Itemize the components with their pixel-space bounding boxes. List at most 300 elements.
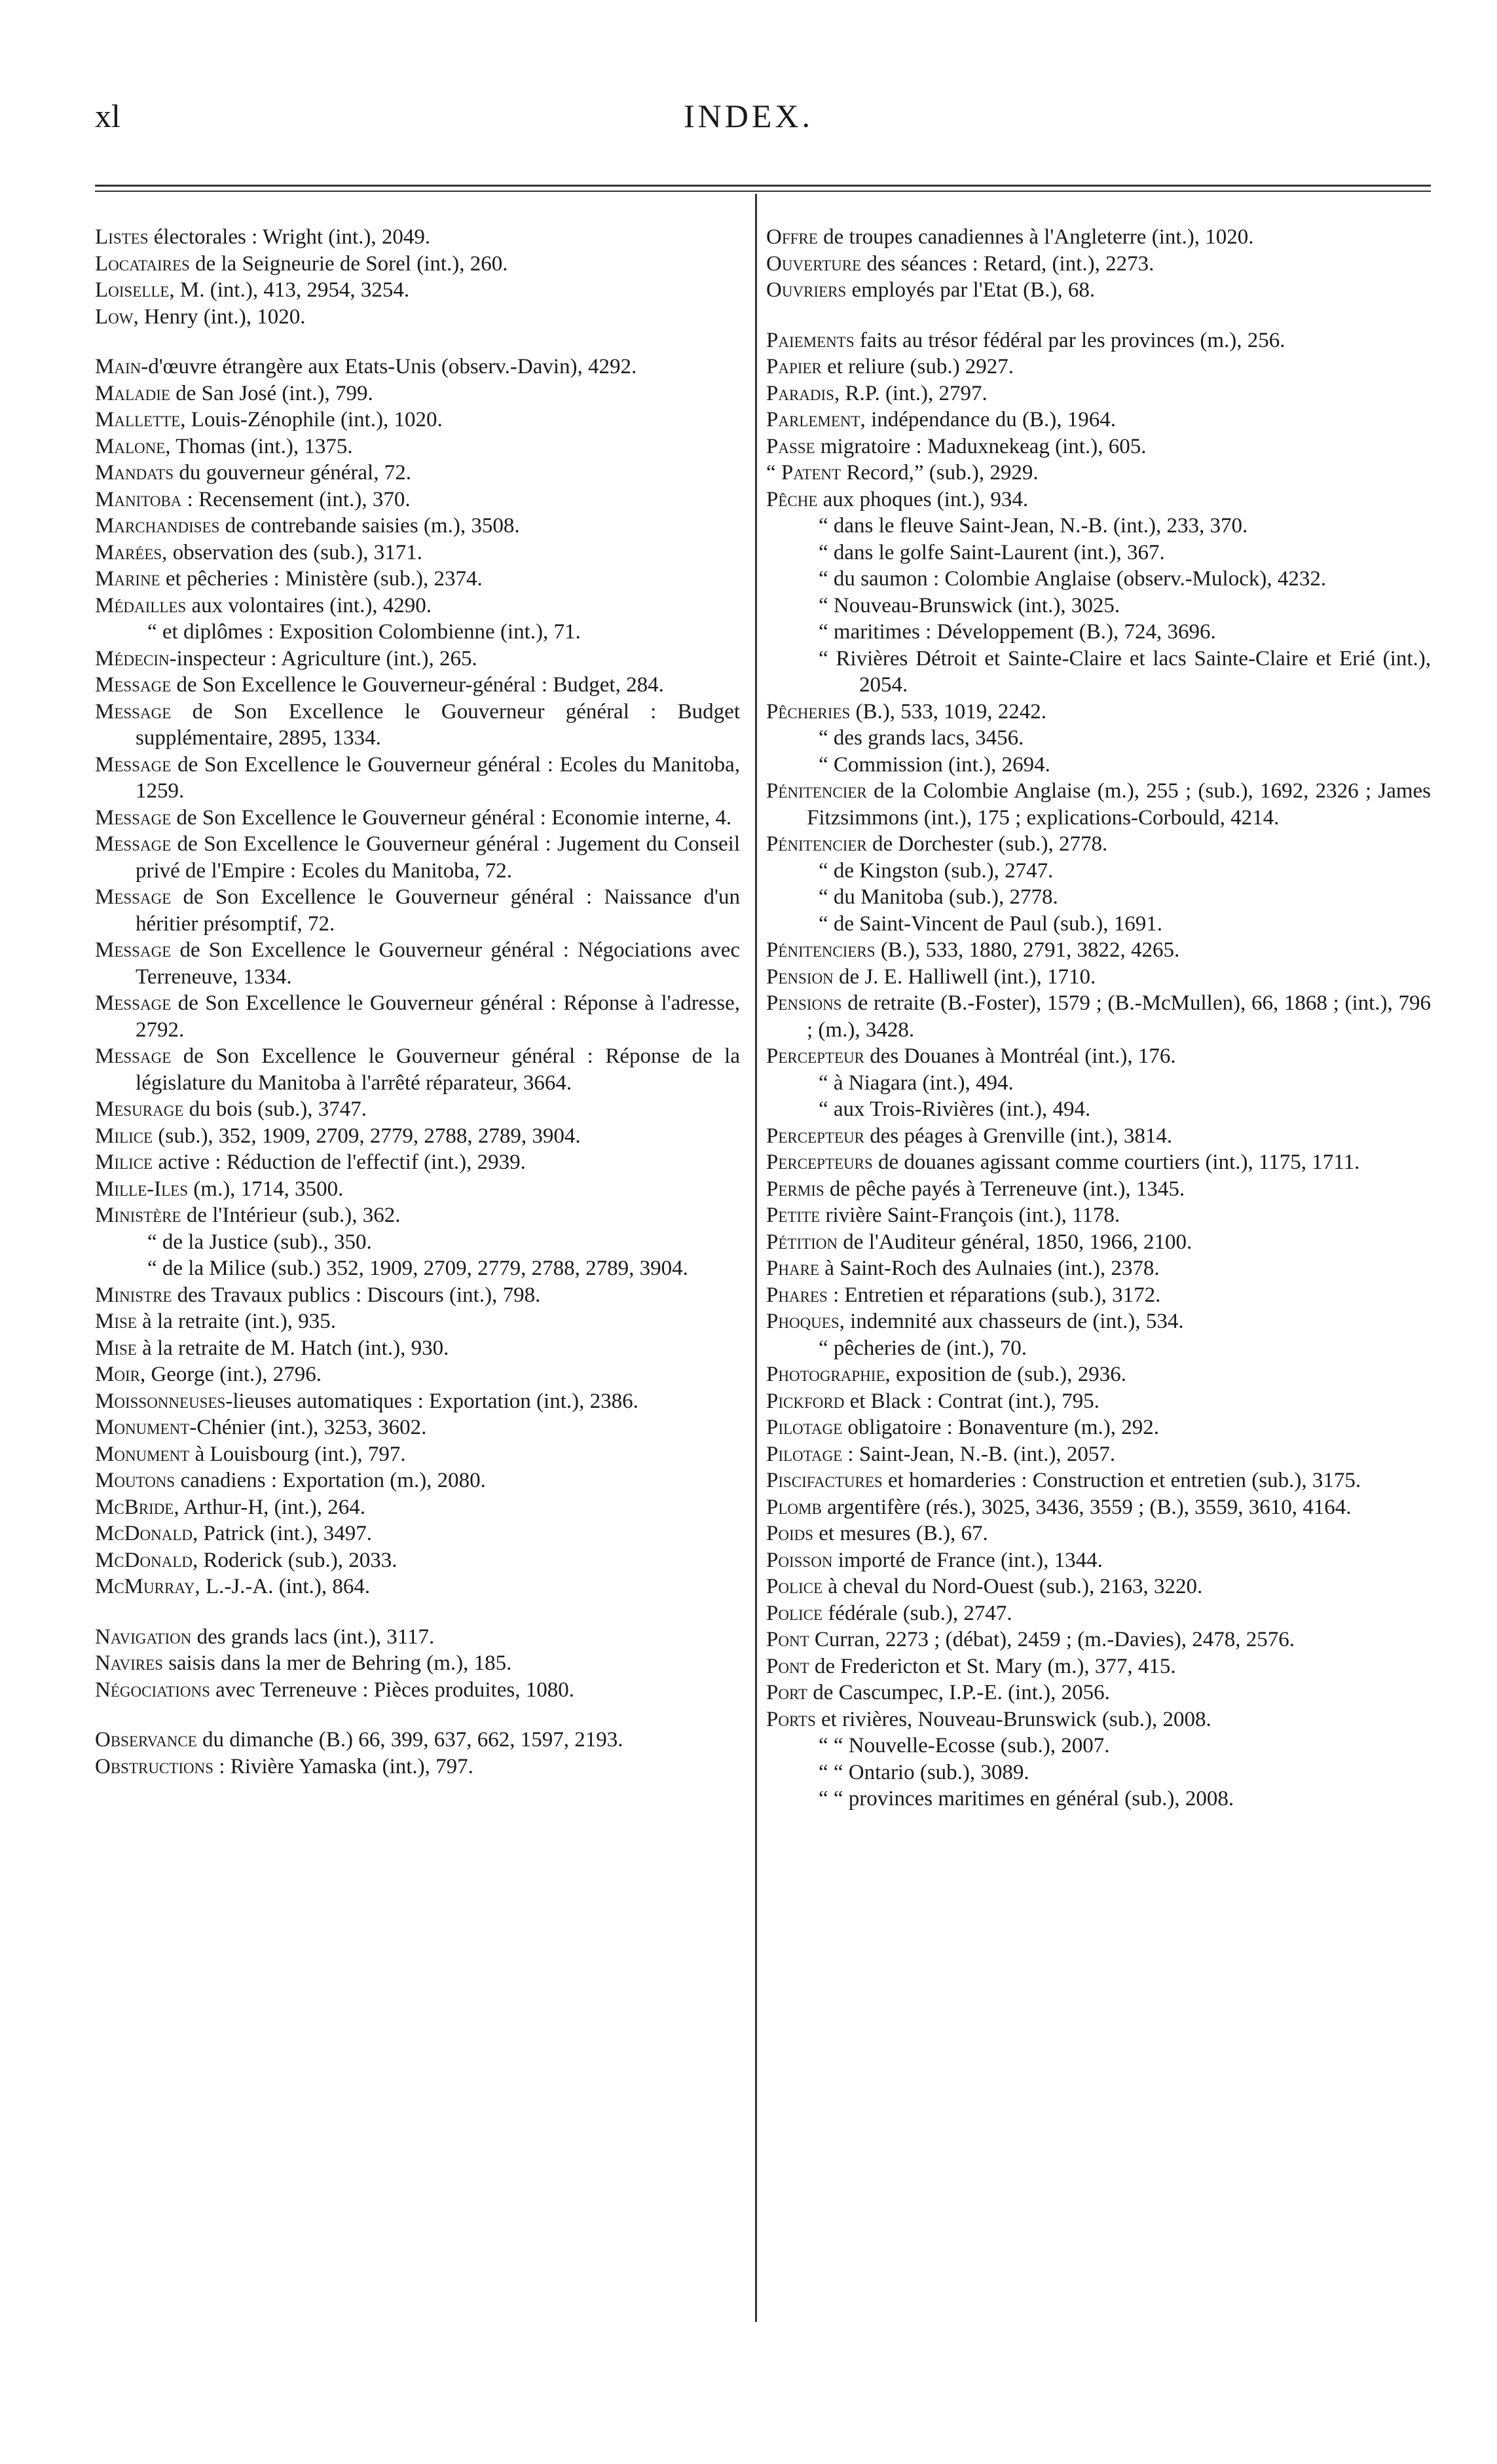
entry-headword: Message [95,832,172,856]
entry-text: (B.), 533, 1019, 2242. [850,699,1046,724]
entry-text: Record,” (sub.), 2929. [841,461,1039,485]
entry-text: et rivières, Nouveau-Brunswick (sub.), 2008. [815,1707,1211,1731]
index-entry [95,1308,740,1335]
entry-text: “ des grands lacs, 3456. [819,726,1024,750]
entry-text: de Son Excellence le Gouverneur-général : Budget, 284. [171,673,664,697]
entry-headword: Message [95,673,172,697]
entry-headword: Offre [766,225,818,249]
entry-headword: Pont [766,1654,809,1678]
entry-text: “ dans le fleuve Saint-Jean, N.-B. (int.), 233, 370. [819,514,1248,538]
index-entry [95,1388,740,1415]
index-entry [95,1573,740,1600]
index-entry [766,1282,1431,1309]
index-entry [95,1176,740,1203]
entry-text: du bois (sub.), 3747. [183,1097,367,1121]
index-entry [766,566,1431,593]
entry-text: à Saint-Roch des Aulnaies (int.), 2378. [819,1257,1160,1280]
page-title: INDEX. [683,98,814,134]
entry-text: (B.), 533, 1880, 2791, 3822, 4265. [875,938,1180,962]
entry-headword: Pont [766,1628,809,1651]
index-entry [95,593,740,619]
index-entry [766,1123,1431,1150]
entry-headword: Marées, [95,540,168,564]
index-entry [95,990,740,1043]
entry-text: de Son Excellence le Gouverneur général : Ecoles du Manitoba, 1259. [136,752,740,803]
index-entry [95,1123,740,1150]
entry-text: de la Colombie Anglaise (m.), 255 ; (sub.), 1692, 2326 ; James Fitzsimmons (int.), 175 ; explications-Corbould, 4214. [807,779,1431,830]
index-entry [766,1388,1431,1415]
entry-text: de J. E. Halliwell (int.), 1710. [833,965,1096,989]
entry-headword: Petite [766,1204,821,1227]
entry-headword: McMurray, [95,1575,200,1598]
entry-headword: Listes [95,225,149,249]
index-entry [766,646,1431,699]
entry-headword: Navigation [95,1625,192,1649]
entry-text: active : Réduction de l'effectif (int.), 2939. [153,1150,526,1174]
index-entry [766,990,1431,1043]
entry-text: “ de Kingston (sub.), 2747. [819,858,1054,883]
entry-text: et mesures (B.), 67. [813,1522,988,1545]
entry-headword: Plomb [766,1495,822,1519]
entry-headword: McDonald, [95,1522,198,1545]
entry-text: et pêcheries : Ministère (sub.), 2374. [160,567,483,591]
index-entry [95,460,740,487]
entry-headword: Maladie [95,381,170,405]
entry-text: : Entretien et réparations (sub.), 3172. [827,1283,1161,1307]
index-entry [766,1600,1431,1627]
index-entry [95,354,740,380]
index-entry [766,1361,1431,1388]
entry-headword: Malone, [95,434,171,458]
entry-text: et Black : Contrat (int.), 795. [844,1389,1100,1413]
index-entry [766,277,1431,304]
entry-headword: Moissonneuses [95,1389,226,1413]
entry-headword: Phares [766,1283,828,1307]
index-entry [95,380,740,407]
entry-text: de Dorchester (sub.), 2778. [866,832,1108,856]
index-entry [766,1680,1431,1706]
index-entry [95,1624,740,1651]
index-entry [95,277,740,304]
entry-headword: Négociations [95,1678,210,1702]
index-entry [766,858,1431,885]
index-entry [766,1573,1431,1600]
index-entry [95,1441,740,1468]
index-entry [766,380,1431,407]
index-entry [95,540,740,566]
entry-text: avec Terreneuve : Pièces produites, 1080. [210,1678,574,1702]
entry-text: des séances : Retard, (int.), 2273. [861,251,1155,276]
entry-headword: Paiements [766,328,855,352]
entry-text: migratoire : Maduxnekeag (int.), 605. [815,434,1147,458]
entry-text: Roderick (sub.), 2033. [198,1548,397,1572]
entry-text: “ “ Ontario (sub.), 3089. [819,1760,1029,1784]
entry-headword: Locataires [95,251,190,276]
index-entry [766,1308,1431,1335]
index-entry [766,1096,1431,1123]
entry-text: “ maritimes : Développement (B.), 724, 3696. [819,620,1216,644]
entry-headword: Permis [766,1177,824,1201]
index-entry [95,1650,740,1677]
entry-text: de Fredericton et St. Mary (m.), 377, 415. [809,1654,1176,1678]
entry-headword: Percepteur [766,1044,864,1068]
entry-text: “ “ provinces maritimes en général (sub.), 2008. [819,1787,1234,1811]
entry-text: “ du Manitoba (sub.), 2778. [819,885,1058,909]
index-entry [766,964,1431,991]
index-entry [766,513,1431,540]
index-entry [95,1547,740,1574]
header-rule [95,185,1431,187]
entry-text: observation des (sub.), 3171. [167,540,422,564]
entry-text: -Chénier (int.), 3253, 3602. [189,1416,427,1439]
entry-text: de l'Auditeur général, 1850, 1966, 2100. [838,1230,1192,1254]
entry-headword: Pénitencier [766,779,867,803]
index-entry [766,752,1431,779]
entry-headword: Marchandises [95,514,220,538]
entry-headword: Mise [95,1336,137,1360]
entry-headword: Pêcheries [766,699,851,724]
entry-text: “ Commission (int.), 2694. [819,752,1050,777]
index-entry [95,1494,740,1521]
entry-text: électorales : Wright (int.), 2049. [148,225,431,249]
entry-headword: Piscifactures [766,1469,883,1492]
entry-headword: Pétition [766,1230,838,1254]
entry-text: : Recensement (int.), 370. [181,487,411,511]
entry-text: du gouverneur général, 72. [174,461,411,485]
entry-text: de Son Excellence le Gouverneur général : Economie interne, 4. [171,805,732,830]
index-entry [766,1149,1431,1176]
entry-headword: Pilotage [766,1442,843,1466]
entry-headword: Manitoba [95,487,182,511]
right-column [766,224,1431,1812]
entry-headword: Percepteur [766,1124,864,1148]
entry-headword: Marine [95,567,160,591]
entry-text: de Cascumpec, I.P.-E. (int.), 2056. [807,1681,1110,1704]
entry-headword: Navires [95,1651,163,1675]
entry-text: “ pêcheries de (int.), 70. [819,1336,1027,1360]
entry-headword: Message [95,1044,172,1068]
entry-headword: Parlement, [766,408,866,432]
entry-text: employés par l'Etat (B.), 68. [846,278,1096,302]
index-entry [95,619,740,646]
entry-headword: Paradis, [766,381,840,405]
entry-text: de contrebande saisies (m.), 3508. [219,514,520,538]
index-entry [766,725,1431,752]
entry-text: : Saint-Jean, N.-B. (int.), 2057. [842,1442,1116,1466]
entry-text: -d'œuvre étrangère aux Etats-Unis (observ.-Davin), 4292. [141,355,637,378]
entry-text: -lieuses automatiques : Exportation (int.), 2386. [225,1389,638,1413]
index-entry [95,1335,740,1362]
index-entry [95,1467,740,1494]
index-entry [766,1335,1431,1362]
entry-text: rivière Saint-François (int.), 1178. [820,1204,1120,1227]
entry-headword: Message [95,699,172,724]
index-entry [95,1229,740,1256]
index-entry [95,831,740,884]
entry-headword: Message [95,805,172,830]
page-number: xl [95,98,120,134]
index-entry [95,1520,740,1547]
index-entry [95,251,740,278]
entry-headword: Pénitenciers [766,938,876,962]
entry-headword: Moutons [95,1469,176,1492]
entry-text: aux phoques (int.), 934. [817,487,1029,511]
index-entry [766,937,1431,964]
entry-text: “ de la Milice (sub.) 352, 1909, 2709, 2779, 2788, 2789, 3904. [147,1257,688,1280]
entry-text: Henry (int.), 1020. [138,304,306,329]
index-entry [766,1043,1431,1070]
index-entry [766,1547,1431,1574]
index-entry [95,1096,740,1123]
entry-text: de Son Excellence le Gouverneur général : Négociations avec Terreneuve, 1334. [136,938,740,989]
entry-headword: Monument [95,1416,190,1439]
entry-headword: Low, [95,304,139,329]
entry-text: et homarderies : Construction et entretien (sub.), 3175. [882,1469,1361,1492]
index-entry [95,752,740,805]
entry-headword: “ Patent [766,461,841,485]
entry-text: (sub.), 352, 1909, 2709, 2779, 2788, 2789, 3904. [153,1124,581,1148]
entry-text: M. (int.), 413, 2954, 3254. [174,278,410,302]
entry-text: R.P. (int.), 2797. [840,381,988,405]
entry-headword: Mille-Iles [95,1177,189,1201]
entry-text: de San José (int.), 799. [170,381,373,405]
entry-headword: Pickford [766,1389,845,1413]
entry-text: des Douanes à Montréal (int.), 176. [864,1044,1176,1068]
entry-text: de douanes agissant comme courtiers (int.), 1175, 1711. [872,1150,1360,1174]
index-entry [766,1467,1431,1494]
entry-text: : Rivière Yamaska (int.), 797. [213,1754,473,1778]
index-entry [766,407,1431,433]
entry-headword: Pénitencier [766,832,867,856]
index-entry [95,884,740,937]
entry-text: de Son Excellence le Gouverneur général : Réponse de la législature du Manitoba à l'arrêté réparateur, 3664. [136,1044,740,1095]
entry-headword: Percepteurs [766,1150,873,1174]
entry-text: “ aux Trois-Rivières (int.), 494. [819,1097,1091,1121]
index-entry [766,1414,1431,1441]
entry-headword: Ouvriers [766,278,847,302]
entry-text: argentifère (rés.), 3025, 3436, 3559 ; (B.), 3559, 3610, 4164. [821,1495,1352,1519]
index-entry [95,1361,740,1388]
entry-text: de l'Intérieur (sub.), 362. [181,1204,401,1227]
entry-text: des Travaux publics : Discours (int.), 798. [172,1283,541,1307]
index-entry [95,699,740,752]
index-entry [766,699,1431,726]
index-entry [766,251,1431,278]
index-entry [95,224,740,251]
entry-text: indemnité aux chasseurs de (int.), 534. [844,1310,1184,1333]
index-entry [95,1255,740,1282]
index-entry [95,1677,740,1704]
entry-text: Patrick (int.), 3497. [198,1522,373,1545]
index-entry [766,1627,1431,1653]
index-entry [766,487,1431,513]
entry-headword: Moir, [95,1363,146,1386]
entry-headword: Message [95,885,172,909]
entry-text: à Louisbourg (int.), 797. [189,1442,406,1466]
index-entry [95,672,740,699]
entry-text: à la retraite (int.), 935. [136,1310,337,1333]
entry-headword: Ports [766,1707,816,1731]
entry-text: des péages à Grenville (int.), 3814. [864,1124,1173,1148]
index-entry [766,1229,1431,1256]
entry-headword: Observance [95,1728,197,1752]
entry-headword: Monument [95,1442,190,1466]
index-entry [95,1754,740,1780]
index-entry [95,646,740,672]
index-entry [95,566,740,593]
index-entry [95,1727,740,1754]
entry-text: Louis-Zénophile (int.), 1020. [185,408,443,432]
entry-text: Arthur-H, (int.), 264. [179,1495,365,1519]
index-entry [766,831,1431,858]
index-entry [95,513,740,540]
index-entry [766,1255,1431,1282]
entry-headword: Ouverture [766,251,862,276]
entry-text: importé de France (int.), 1344. [832,1548,1103,1572]
entry-headword: Pensions [766,991,842,1015]
entry-text: de troupes canadiennes à l'Angleterre (int.), 1020. [817,225,1254,249]
entry-headword: Police [766,1575,823,1598]
entry-text: “ à Niagara (int.), 494. [819,1071,1014,1095]
entry-text: George (int.), 2796. [145,1363,322,1386]
index-entry [766,593,1431,619]
entry-headword: Mise [95,1310,137,1333]
entry-text: “ “ Nouvelle-Ecosse (sub.), 2007. [819,1734,1110,1757]
index-entry [95,1043,740,1096]
entry-headword: Milice [95,1124,153,1148]
entry-text: de pêche payés à Terreneuve (int.), 1345. [824,1177,1185,1201]
entry-headword: Ministère [95,1204,181,1227]
entry-headword: Pêche [766,487,818,511]
entry-headword: Médailles [95,593,187,617]
entry-text: “ de Saint-Vincent de Paul (sub.), 1691. [819,911,1162,936]
entry-text: de Son Excellence le Gouverneur général : Réponse à l'adresse, 2792. [136,991,740,1042]
index-entry [766,911,1431,938]
index-entry [95,433,740,460]
entry-headword: Phoques, [766,1310,845,1333]
index-entry [766,1786,1431,1812]
index-entry [766,1202,1431,1229]
entry-headword: Poids [766,1522,814,1545]
entry-headword: Passe [766,434,815,458]
header-rule-thin [95,191,1431,192]
entry-headword: McBride, [95,1495,179,1519]
entry-text: Curran, 2273 ; (débat), 2459 ; (m.-Davies), 2478, 2576. [809,1628,1295,1651]
entry-headword: Phare [766,1257,819,1280]
entry-headword: Pilotage [766,1416,843,1439]
entry-headword: Loiselle, [95,278,175,302]
index-entry [766,619,1431,646]
entry-text: “ du saumon : Colombie Anglaise (observ.-Mulock), 4232. [819,567,1327,591]
entry-text: Thomas (int.), 1375. [170,434,353,458]
index-entry [766,1520,1431,1547]
index-entry [766,433,1431,460]
index-entry [766,1759,1431,1786]
entry-headword: Ministre [95,1283,172,1307]
left-column [95,224,740,1780]
index-entry [766,1441,1431,1468]
entry-text: à la retraite de M. Hatch (int.), 930. [136,1336,449,1360]
entry-headword: Poisson [766,1548,833,1572]
entry-text: exposition de (sub.), 2936. [890,1363,1126,1386]
index-entry [95,937,740,990]
entry-text: de retraite (B.-Foster), 1579 ; (B.-McMullen), 66, 1868 ; (int.), 796 ; (m.), 3428. [807,991,1431,1042]
entry-text: de Son Excellence le Gouverneur général : Jugement du Conseil privé de l'Empire : Ecoles du Manitoba, 72. [136,832,740,883]
entry-text: de Son Excellence le Gouverneur général : Budget supplémentaire, 2895, 1334. [136,699,740,750]
entry-headword: Port [766,1681,807,1704]
entry-headword: Milice [95,1150,153,1174]
index-entry [95,304,740,331]
entry-text: obligatoire : Bonaventure (m.), 292. [842,1416,1160,1439]
entry-text: des grands lacs (int.), 3117. [191,1625,435,1649]
entry-text: “ Rivières Détroit et Sainte-Claire et lacs Sainte-Claire et Erié (int.), 2054. [819,646,1431,697]
entry-headword: Mandats [95,461,174,485]
entry-text: “ et diplômes : Exposition Colombienne (int.), 71. [147,620,581,644]
index-entry [766,354,1431,380]
entry-text: fédérale (sub.), 2747. [822,1601,1012,1625]
index-entry [766,1494,1431,1521]
entry-headword: Mallette, [95,408,186,432]
index-entry [95,487,740,513]
index-entry [95,1414,740,1441]
index-entry [95,1282,740,1309]
entry-headword: Message [95,991,172,1015]
index-entry [766,540,1431,566]
entry-text: (m.), 1714, 3500. [188,1177,344,1201]
index-entry [766,460,1431,487]
entry-headword: Obstructions [95,1754,214,1778]
entry-text: à cheval du Nord-Ouest (sub.), 2163, 3220. [822,1575,1203,1598]
entry-text: canadiens : Exportation (m.), 2080. [175,1469,486,1492]
entry-headword: Mesurage [95,1097,184,1121]
index-entry [95,805,740,832]
index-entry [766,327,1431,354]
index-entry [95,407,740,433]
entry-headword: Police [766,1601,823,1625]
entry-text: L.-J.-A. (int.), 864. [200,1575,371,1598]
entry-text: de la Seigneurie de Sorel (int.), 260. [189,251,508,276]
index-entry [766,1706,1431,1733]
entry-headword: Médecin [95,646,170,671]
index-entry [766,1176,1431,1203]
index-entry [95,1149,740,1176]
entry-text: saisis dans la mer de Behring (m.), 185. [162,1651,512,1675]
entry-text: “ Nouveau-Brunswick (int.), 3025. [819,593,1120,617]
column-divider [755,194,757,2322]
index-entry [766,778,1431,831]
entry-headword: Message [95,938,172,962]
index-entry [766,1070,1431,1097]
entry-text: faits au trésor fédéral par les provinces (m.), 256. [854,328,1285,352]
entry-headword: Main [95,355,141,378]
entry-text: indépendance du (B.), 1964. [865,408,1116,432]
entry-text: -inspecteur : Agriculture (int.), 265. [169,646,477,671]
entry-headword: Pension [766,965,834,989]
entry-text: “ de la Justice (sub)., 350. [147,1230,372,1254]
index-entry [766,1653,1431,1680]
entry-headword: Message [95,752,172,777]
index-entry [766,884,1431,911]
entry-headword: McDonald, [95,1548,198,1572]
entry-text: aux volontaires (int.), 4290. [186,593,432,617]
entry-headword: Papier [766,355,822,378]
entry-text: et reliure (sub.) 2927. [821,355,1014,378]
index-entry [766,224,1431,251]
entry-headword: Photographie, [766,1363,891,1386]
entry-text: “ dans le golfe Saint-Laurent (int.), 367. [819,540,1165,564]
index-entry [95,1202,740,1229]
index-entry [766,1733,1431,1759]
